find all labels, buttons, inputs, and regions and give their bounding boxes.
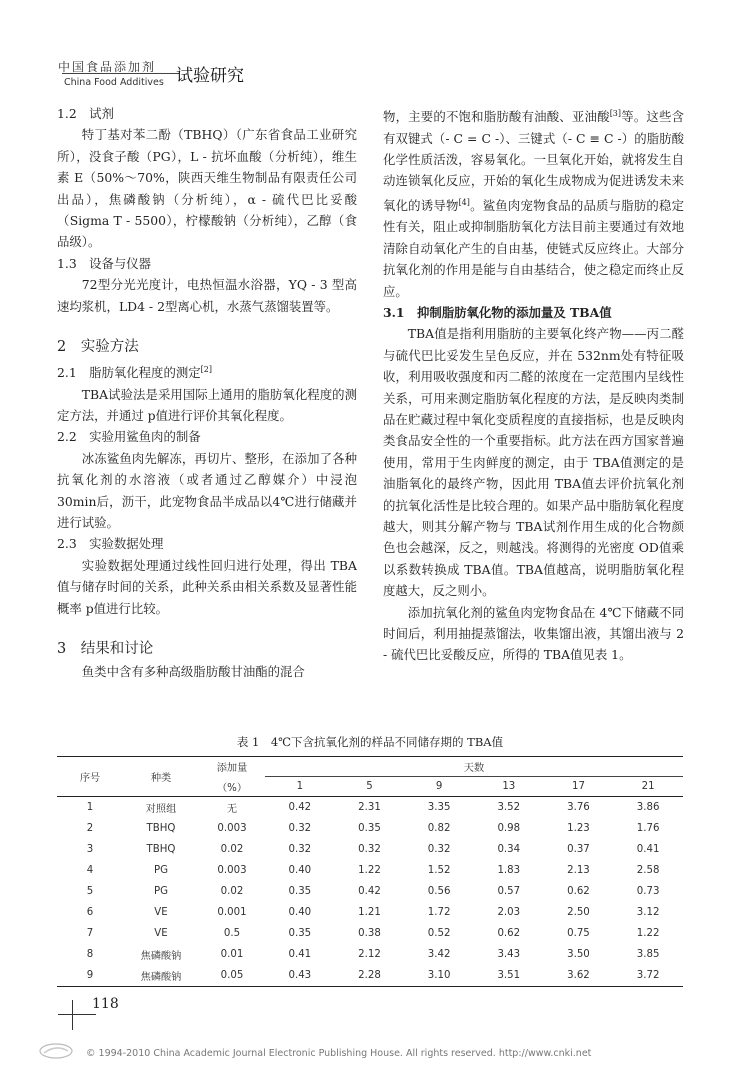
heading-2: 2 实验方法 (57, 339, 139, 356)
table-cell: 2.31 (358, 802, 381, 813)
heading-3-1: 3.1 抑制脂肪氧化物的添加量及 TBA值 (383, 304, 612, 320)
table-cell: 3.86 (636, 802, 660, 813)
table-cell: 8 (86, 949, 94, 960)
para-results-start: 鱼类中含有多种高级脂肪酸甘油酯的混合 (81, 664, 305, 680)
table-cell: 3.35 (427, 802, 451, 813)
heading-2-3: 2.3 实验数据处理 (57, 536, 164, 552)
table-cell: 0.001 (217, 907, 247, 918)
th-day: 1 (296, 781, 304, 792)
table-cell: 0.43 (288, 970, 312, 981)
heading-1-2: 1.2 试剂 (57, 106, 114, 121)
table-cell: 2 (86, 823, 94, 834)
table-row (57, 902, 683, 923)
table-cell: 0.32 (427, 844, 451, 855)
page-number: 118 (92, 996, 119, 1012)
table-cell: 3.62 (567, 970, 590, 981)
table-cell: 6 (86, 907, 94, 918)
publisher-logo-icon (38, 1042, 74, 1060)
table-cell: TBHQ (146, 844, 176, 855)
citation-2: [2] (200, 365, 212, 375)
table-cell: 9 (86, 970, 94, 981)
table-cell: 0.40 (288, 865, 312, 876)
table-row (57, 860, 683, 881)
table-cell: 0.35 (288, 928, 312, 939)
table-cell: TBHQ (146, 823, 176, 834)
header-rule (62, 73, 180, 74)
table-row (57, 818, 683, 839)
table-cell: 2.12 (358, 949, 381, 960)
table-cell: 0.32 (358, 844, 381, 855)
table-cell: 1.72 (427, 907, 451, 918)
table-row (57, 797, 683, 819)
table-cell: 3.42 (427, 949, 451, 960)
table-row (57, 839, 683, 860)
table-row (57, 965, 683, 987)
table-cell: 0.98 (497, 823, 521, 834)
table-cell: 0.40 (288, 907, 312, 918)
table-cell: 0.56 (427, 886, 451, 897)
th-day: 9 (435, 781, 443, 792)
table-cell: 3.76 (567, 802, 590, 813)
table-cell: 0.73 (636, 886, 660, 897)
table-cell: 0.57 (497, 886, 521, 897)
table-cell: 3 (86, 844, 94, 855)
th-days: 天数 (265, 757, 683, 777)
table-cell: 2.28 (358, 970, 381, 981)
table-cell: 2.03 (497, 907, 521, 918)
heading-2-2: 2.2 实验用鲨鱼肉的制备 (57, 429, 201, 445)
table-cell: 0.05 (220, 970, 244, 981)
table-cell: 0.34 (497, 844, 521, 855)
th-day: 5 (366, 781, 373, 792)
table-cell: 3.72 (636, 970, 660, 981)
tba-table (57, 756, 683, 987)
page-mark-vertical (72, 1000, 73, 1030)
table-cell: PG (153, 886, 169, 897)
table-cell: 0.37 (567, 844, 590, 855)
table-cell: 3.85 (636, 949, 660, 960)
th-kind: 种类 (150, 773, 172, 784)
heading-3: 3 结果和讨论 (57, 641, 154, 658)
table-cell: 无 (226, 804, 238, 815)
table-cell: 焦磷酸钠 (140, 951, 182, 962)
table-cell: 0.75 (567, 928, 590, 939)
table-cell: 7 (86, 928, 94, 939)
th-day: 21 (641, 781, 655, 792)
para-data-processing: 实验数据处理通过线性回归进行处理，得出 TBA值与储存时间的关系，此种关系由相关系数及显著性能概率 p值进行比较。 (57, 557, 357, 616)
table-row (57, 944, 683, 965)
table-caption: 表 1 4℃下含抗氧化剂的样品不同储存期的 TBA值 (236, 735, 504, 749)
table-cell: 3.51 (497, 970, 521, 981)
table-cell: 0.35 (358, 823, 381, 834)
table-cell: 0.41 (636, 844, 660, 855)
table-cell: 对照组 (145, 804, 177, 815)
para-tba-value: TBA值是指利用脂肪的主要氧化终产物——丙二醛与硫代巴比妥发生呈色反应，并在 532nm处有特征吸收，利用吸收强度和丙二醛的浓度在一定范围内呈线性关系，可用来测定脂肪氧化程度的方法，是反映肉类制品在贮藏过程中氧化变质程度的直接指标，也是反映肉类食品安全性的一个重要指标。此方法在西方国家普遍使用，常用于生肉鲜度的测定，由于 TBA值测定的是油脂氧化的最终产物，因此用 TBA值去评价抗氧化剂的抗氧化活性是比较合理的。如果产品中脂肪氧化程度越大，则其分解产物与 TBA试剂作用生成的化合物颜色也会越深，反之，则越浅。将测得的光密度 OD值乘以系数转换成 TBA值。TBA值越高，说明脂肪氧化程度越大，反之则小。 (383, 326, 684, 599)
section-title: 试验研究 (176, 66, 244, 86)
table-cell: 2.50 (567, 907, 590, 918)
th-add: 添加量 (216, 763, 248, 775)
left-column (57, 103, 357, 682)
table-cell: 4 (86, 865, 94, 876)
heading-2-1: 2.1 脂肪氧化程度的测定[2] (57, 365, 212, 381)
table-cell: 0.41 (288, 949, 312, 960)
para-preparation: 冰冻鲨鱼肉先解冻，再切片、整形，在添加了各种抗氧化剂的水溶液（或者通过乙醇媒介）中浸泡 30min后，沥干，此宠物食品半成品以4℃进行储藏并进行试验。 (57, 450, 357, 531)
table-cell: PG (153, 865, 169, 876)
th-day: 17 (571, 781, 585, 792)
table-cell: 0.003 (217, 865, 247, 876)
table-cell: 1.23 (567, 823, 590, 834)
para-fatty-acids: 物，主要的不饱和脂肪酸有油酸、亚油酸[3]等。这些含有双键式（- C = C -）、三键式（- C ≡ C -）的脂肪酸化学性质活泼，容易氧化。一旦氧化开始，就将发生自动连锁氧化反应，开始的氧化生成物成为促进诱发未来氧化的诱导物[4]。鲨鱼肉宠物食品的品质与脂肪的稳定性有关，阻止或抑制脂肪氧化方法目前主要通过有效地清除自动氧化产生的自由基，使链式反应终止。大部分抗氧化剂的作用是能与自由基结合，使之稳定而终止反应。 (383, 109, 684, 299)
journal-name-en: China Food Additives (64, 77, 164, 88)
table-cell: 5 (86, 886, 94, 897)
table-cell: 0.003 (217, 823, 247, 834)
table-cell: 0.42 (288, 802, 312, 813)
para-storage: 添加抗氧化剂的鲨鱼肉宠物食品在 4℃下储藏不同时间后，利用抽提蒸馏法，收集馏出液，其馏出液与 2 - 硫代巴比妥酸反应，所得的 TBA值见表 1。 (383, 604, 684, 663)
table-cell: 0.02 (220, 844, 244, 855)
table-row (57, 881, 683, 902)
table-cell: 0.82 (427, 823, 451, 834)
table-cell: 1.76 (636, 823, 660, 834)
table-cell: 3.10 (427, 970, 451, 981)
table-cell: 0.32 (288, 844, 312, 855)
table-cell: 0.35 (288, 886, 312, 897)
table-cell: 0.5 (223, 928, 241, 939)
para-reagents: 特丁基对苯二酚（TBHQ）（广东省食品工业研究所），没食子酸（PG），L - 抗坏血酸（分析纯），维生素 E（50%～70%，陕西天维生物制品有限责任公司出品），焦磷酸钠（分析纯），α - 硫代巴比妥酸（Sigma T - 5500），柠檬酸钠（分析纯），乙醇（食品级）。 (57, 127, 357, 250)
para-equipment: 72型分光光度计，电热恒温水浴器，YQ - 3 型高速均浆机，LD4 - 2型离心机，水蒸气蒸馏装置等。 (57, 277, 357, 314)
th-no: 序号 (79, 773, 101, 784)
journal-name-cn: 中国食品添加剂 (58, 60, 157, 74)
table-cell: 0.42 (358, 886, 381, 897)
citation-4: [4] (458, 197, 470, 207)
table-cell: 1.22 (358, 865, 381, 876)
table-cell: 3.43 (497, 949, 521, 960)
table-cell: 0.01 (220, 949, 244, 960)
table-cell: 焦磷酸钠 (140, 972, 182, 983)
table-cell: 1.83 (497, 865, 521, 876)
table-cell: 0.52 (427, 928, 451, 939)
table-cell: 2.58 (636, 865, 660, 876)
table-row (57, 923, 683, 944)
table-cell: 3.12 (636, 907, 660, 918)
table-cell: 1.21 (358, 907, 381, 918)
right-column (383, 103, 684, 666)
th-add-unit: （%） (216, 782, 248, 794)
page-mark-horizontal (58, 1014, 96, 1015)
para-tba-method: TBA试验法是采用国际上通用的脂肪氧化程度的测定方法，并通过 p值进行评价其氧化程度。 (57, 386, 357, 423)
table-cell: 0.62 (497, 928, 521, 939)
table-cell: 1 (86, 802, 94, 813)
th-day: 13 (502, 781, 516, 792)
table-cell: 1.22 (636, 928, 660, 939)
table-cell: 3.50 (567, 949, 590, 960)
table-cell: 1.52 (427, 865, 451, 876)
table-cell: 2.13 (567, 865, 590, 876)
table-cell: 0.32 (288, 823, 312, 834)
citation-3: [3] (609, 109, 622, 118)
heading-1-3: 1.3 设备与仪器 (57, 255, 152, 271)
table-cell: 0.02 (220, 886, 244, 897)
copyright-footer: © 1994-2010 China Academic Journal Electronic Publishing House. All rights reserved. http://www.cnki.net (86, 1048, 592, 1059)
table-cell: 3.52 (497, 802, 521, 813)
table-cell: VE (154, 928, 168, 939)
table-cell: 0.62 (567, 886, 590, 897)
table-cell: 0.38 (358, 928, 381, 939)
table-cell: VE (154, 907, 168, 918)
